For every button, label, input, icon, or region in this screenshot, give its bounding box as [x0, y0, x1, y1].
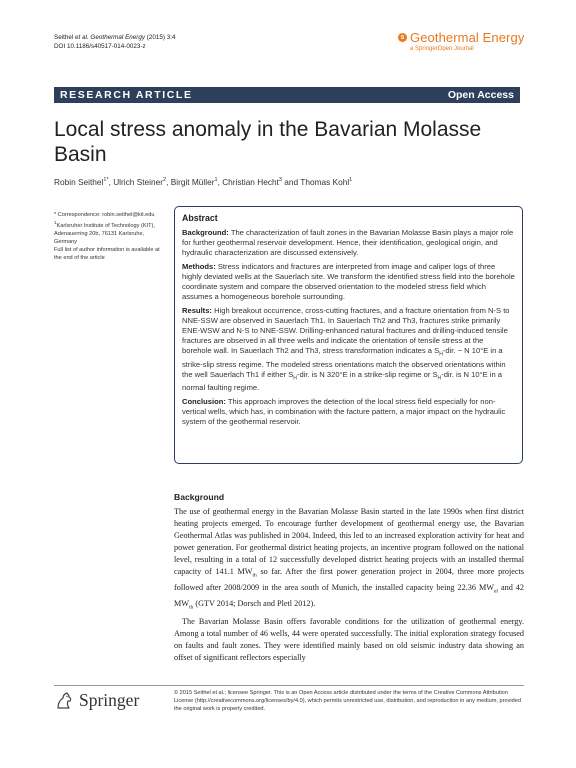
article-title: Local stress anomaly in the Bavarian Molasse Basin: [54, 118, 482, 166]
author-name: Christian Hecht: [222, 177, 279, 187]
license-text: © 2015 Seithel et al.; licensee Springer. This is an Open Access article distributed under the terms of the Creative Commons Attribution License (http://creativecommons.org/licenses/by/4.0), which permits unrestricted use, distribution, and reproduction in any medium, provided the original work is properly credited.: [174, 690, 521, 713]
doi[interactable]: DOI 10.1186/s40517-014-0023-z: [54, 43, 146, 50]
author-list: Robin Seithel$^{1*}$, Ulrich Steiner$^2$, Birgit Müller$^1$, Christian Hecht$^3$ and Thomas Kohl$^1$: [54, 177, 353, 187]
body-paragraph: The Bavarian Molasse Basin offers favorable conditions for the utilization of geothermal energy. Among a total number of 46 wells, 44 were operated successfully. The initial exploration strategy focused on faults and fault zones. They were identified mainly based on old seismic industry data showing an offset of significant reflectors especially: [174, 616, 524, 662]
footer-divider: [54, 685, 524, 686]
affiliation: $^1$Karlsruher Institute of Technology (KIT), Adenauerring 20b, 76131 Karlsruhe, Germany: [54, 220, 155, 245]
open-access-label: Open Access: [447, 89, 514, 101]
author-name: Ulrich Steiner: [113, 177, 163, 187]
section-heading: Background: [174, 492, 225, 502]
correspondence-note: [54, 211, 166, 262]
body-paragraph: The use of geothermal energy in the Bavarian Molasse Basin started in the late 1990s when first district heating projects emerged. To encourage further development of geothermal energy use, the Bavarian Geothermal Atlas was published in 2004. Indeed, this led to an increased exploration activity for heat and power generation. For geothermal district heating projects, an incentive program followed on the national level, resulting in a total of 12 successfully developed district heating projects with an installed thermal capacity of 141.1 $MW_{th}$ so far. After the first power generation project in 2004, three more projects followed after 2008/2009 in the area south of Munich, the installed capacity being 22.36 $MW_{el}$ and 42 $MW_{th}$ (GTV 2014; Dorsch and Pletl 2012).: [174, 507, 524, 611]
author-name: Birgit Müller: [170, 177, 215, 187]
author-info-note: Full list of author information is available at the end of the article: [54, 246, 160, 261]
author-name: Robin Seithel: [54, 177, 104, 187]
journal-logo: [398, 30, 524, 52]
abstract-background: Background: The characterization of fault zones in the Bavarian Molasse Basin plays a major role for further geothermal reservoir development. Hence, their identification, geological origin, and hydraulic characterization are discussed extensively.: [182, 228, 514, 257]
abstract-conclusion: Conclusion: This approach improves the detection of the local stress field especially for non-vertical wells, which has, in combination with the facture pattern, a major impact on the hydraulic system of the geothermal reservoir.: [182, 397, 506, 427]
article-banner: [54, 87, 520, 103]
correspondence-email[interactable]: * Correspondence: robin.seithel@kit.edu: [54, 212, 155, 218]
abstract-box: [174, 206, 523, 464]
article-type: RESEARCH ARTICLE: [60, 89, 193, 101]
springeropen-icon: s: [398, 33, 407, 42]
citation-line: Seithel et al. Geothermal Energy (2015) 3:4: [54, 34, 176, 41]
abstract-results: Results: High breakout occurrence, cross-cutting fractures, and a fracture orientation from N-S to NNE-SSW are observed in Sauerlach Th1. In Sauerlach Th2 and Th3, fractures strike primarily ENE-WSW and N-S to NNE-SSW. Drilling-enhanced natural fractures and drilling-induced tensile fractures are observed in all three wells and indicate the orientation of tensile stress at the borehole wall. In Sauerlach Th2 and Th3, stress transformation indicates a $S_H$-dir. ~ N 10°E in a strike-slip stress regime. The modeled stress orientations match the observed orientations within the well Sauerlach Th1 if either $S_H$-dir. is N 320°E in a strike-slip regime or $S_H$-dir. is N 10°E in a normal faulting regime.: [182, 306, 510, 393]
article-body: [174, 492, 524, 664]
abstract-methods: Methods: Stress indicators and fractures are interpreted from image and caliper logs of three highly deviated wells at the Sauerlach site. We transform the identified stress field into the borehole coordinate system and compare the observed orientation to the modeled stress field which assumes a homogeneous borehole surrounding.: [182, 262, 515, 301]
springer-logo: [54, 690, 139, 711]
journal-subtitle: a SpringerOpen Journal: [410, 46, 474, 52]
springer-horse-icon: [54, 691, 74, 711]
journal-title: Geothermal Energy: [410, 30, 525, 45]
author-name: Thomas Kohl: [300, 177, 350, 187]
publisher-name: Springer: [79, 690, 140, 710]
running-header: [54, 33, 176, 51]
abstract-heading: Abstract: [182, 213, 218, 223]
